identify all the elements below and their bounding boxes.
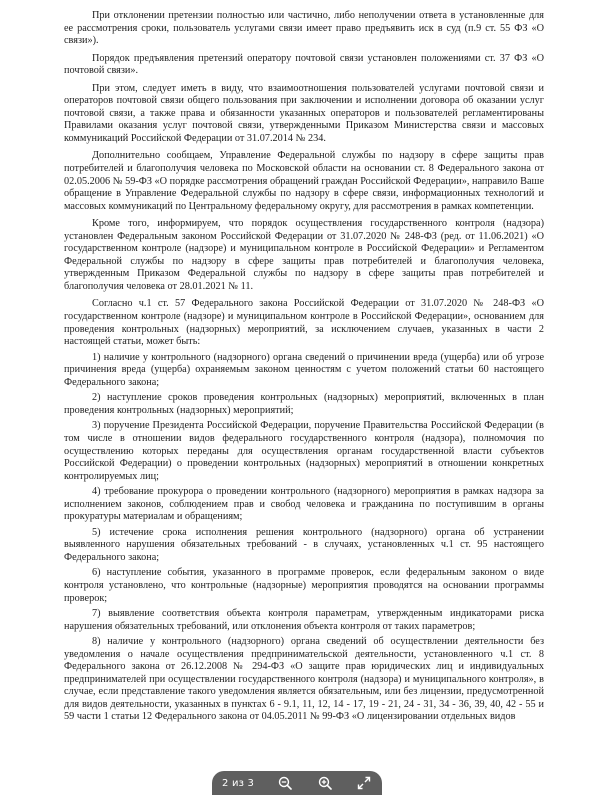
- list-item-4: 4) требование прокурора о проведении контрольного (надзорного) мероприятия в рамках надзора за исполнением законов, соблюдением прав и свобод человека и гражданина по поступившим в органы прокуратуры материалам и обращениям;: [64, 486, 544, 523]
- list-item-5: 5) истечение срока исполнения решения контрольного (надзорного) органа об устранении выявленного нарушения обязательных требований - в случаях, установленных ч.1 ст. 95 настоящего Федерального закона;: [64, 526, 544, 563]
- zoom-in-icon[interactable]: [317, 775, 333, 791]
- list-item-6: 6) наступление события, указанного в программе проверок, если федеральным законом о виде контроля установлено, что контрольные (надзорные) мероприятия проводятся на основании программы проверок;: [64, 567, 544, 604]
- paragraph-postal-rules: При этом, следует иметь в виду, что взаимоотношения пользователей услугами почтовой связи и операторов почтовой связи общего пользования при заключении и исполнении договора об оказании услуг почтовой связи, а также права и обязанности указанных операторов и пользователей регламентированы Правилами оказания услуг почтовой связи, утвержденными Приказом Министерства связи и массовых коммуникаций Российской Федерации от 31.07.2014 № 234.: [64, 82, 544, 144]
- list-item-7: 7) выявление соответствия объекта контроля параметрам, утвержденным индикаторами риска нарушения обязательных требований, или отклонения объекта контроля от таких параметров;: [64, 608, 544, 632]
- list-item-3: 3) поручение Президента Российской Федерации, поручение Правительства Российской Федерации (в том числе в отношении видов федерального государственного контроля (надзора), полномочия по осуществлению которых переданы для осуществления органам государственной власти субъектов Российской Федерации) о проведении контрольных (надзорных) мероприятий в отношении конкретных контролируемых лиц;: [64, 420, 544, 482]
- list-item-2: 2) наступление сроков проведения контрольных (надзорных) мероприятий, включенных в план проведения контрольных (надзорных) мероприятий;: [64, 392, 544, 416]
- paragraph-claim-rejection: При отклонении претензии полностью или частично, либо неполучении ответа в установленные для ее рассмотрения сроки, пользователь услугами связи имеет право предъявить иск в суд (п.9 ст. 55 ФЗ «О связи»).: [64, 10, 544, 47]
- fullscreen-icon[interactable]: [356, 775, 372, 791]
- zoom-out-icon[interactable]: [277, 775, 293, 791]
- page-indicator: 2 из 3: [222, 777, 255, 789]
- list-item-1: 1) наличие у контрольного (надзорного) органа сведений о причинении вреда (ущерба) или об угрозе причинения вреда (ущерба) охраняемым законом ценностям с учетом положений статьи 60 настоящего Федерального закона;: [64, 351, 544, 388]
- paragraph-postal-claims: Порядок предъявления претензий оператору почтовой связи установлен положениями ст. 37 ФЗ «О почтовой связи».: [64, 52, 544, 77]
- paragraph-control-procedure: Кроме того, информируем, что порядок осуществления государственного контроля (надзора) установлен Федеральным законом Российской Федерации от 31.07.2020 № 248-ФЗ (ред. от 11.06.2021) «О государственном контроле (надзоре) и муниципальном контроле в Российской Федерации» и Регламентом Федеральной службы по надзору в сфере защиты прав потребителей и благополучия человека, утвержденным Приказом Федеральной службы по надзору в сфере защиты прав потребителей и благополучия человека от 28.01.2021 № 11.: [64, 218, 544, 292]
- document-body: [64, 10, 544, 724]
- paragraph-grounds-intro: Согласно ч.1 ст. 57 Федерального закона Российской Федерации от 31.07.2020 № 248-ФЗ «О государственном контроле (надзоре) и муниципальном контроле в Российской Федерации», основанием для проведения контрольных (надзорных) мероприятий, за исключением случаев, указанных в части 2 настоящей статьи, может быть:: [64, 298, 544, 348]
- list-item-8: 8) наличие у контрольного (надзорного) органа сведений об осуществлении деятельности без уведомления о начале осуществления предпринимательской деятельности, установленного ч.1 ст. 8 Федерального закона от 26.12.2008 № 294-ФЗ «О защите прав юридических лиц и индивидуальных предпринимателей при осуществлении государственного контроля (надзора) и муниципального контроля», в случае, если представление такого уведомления является обязательным, или без лицензии, предусмотренной для видов деятельности, указанных в пунктах 6 - 9.1, 11, 12, 14 - 17, 19 - 21, 24 - 31, 34 - 36, 39, 40, 42 - 55 и 59 части 1 статьи 12 Федерального закона от 04.05.2011 № 99-ФЗ «О лицензировании отдельных видов: [64, 636, 544, 723]
- paragraph-forwarding-notice: Дополнительно сообщаем, Управление Федеральной службы по надзору в сфере защиты прав потребителей и благополучия человека по Московской области на основании ст. 8 Федерального закона от 02.05.2006 № 59-ФЗ «О порядке рассмотрения обращений граждан Российской Федерации», направило Ваше обращение в Управление Федеральной службы по надзору в сфере связи, информационных технологий и массовых коммуникаций по Центральному федеральному округу, для рассмотрения в рамках компетенции.: [64, 150, 544, 212]
- viewer-toolbar: [212, 771, 382, 795]
